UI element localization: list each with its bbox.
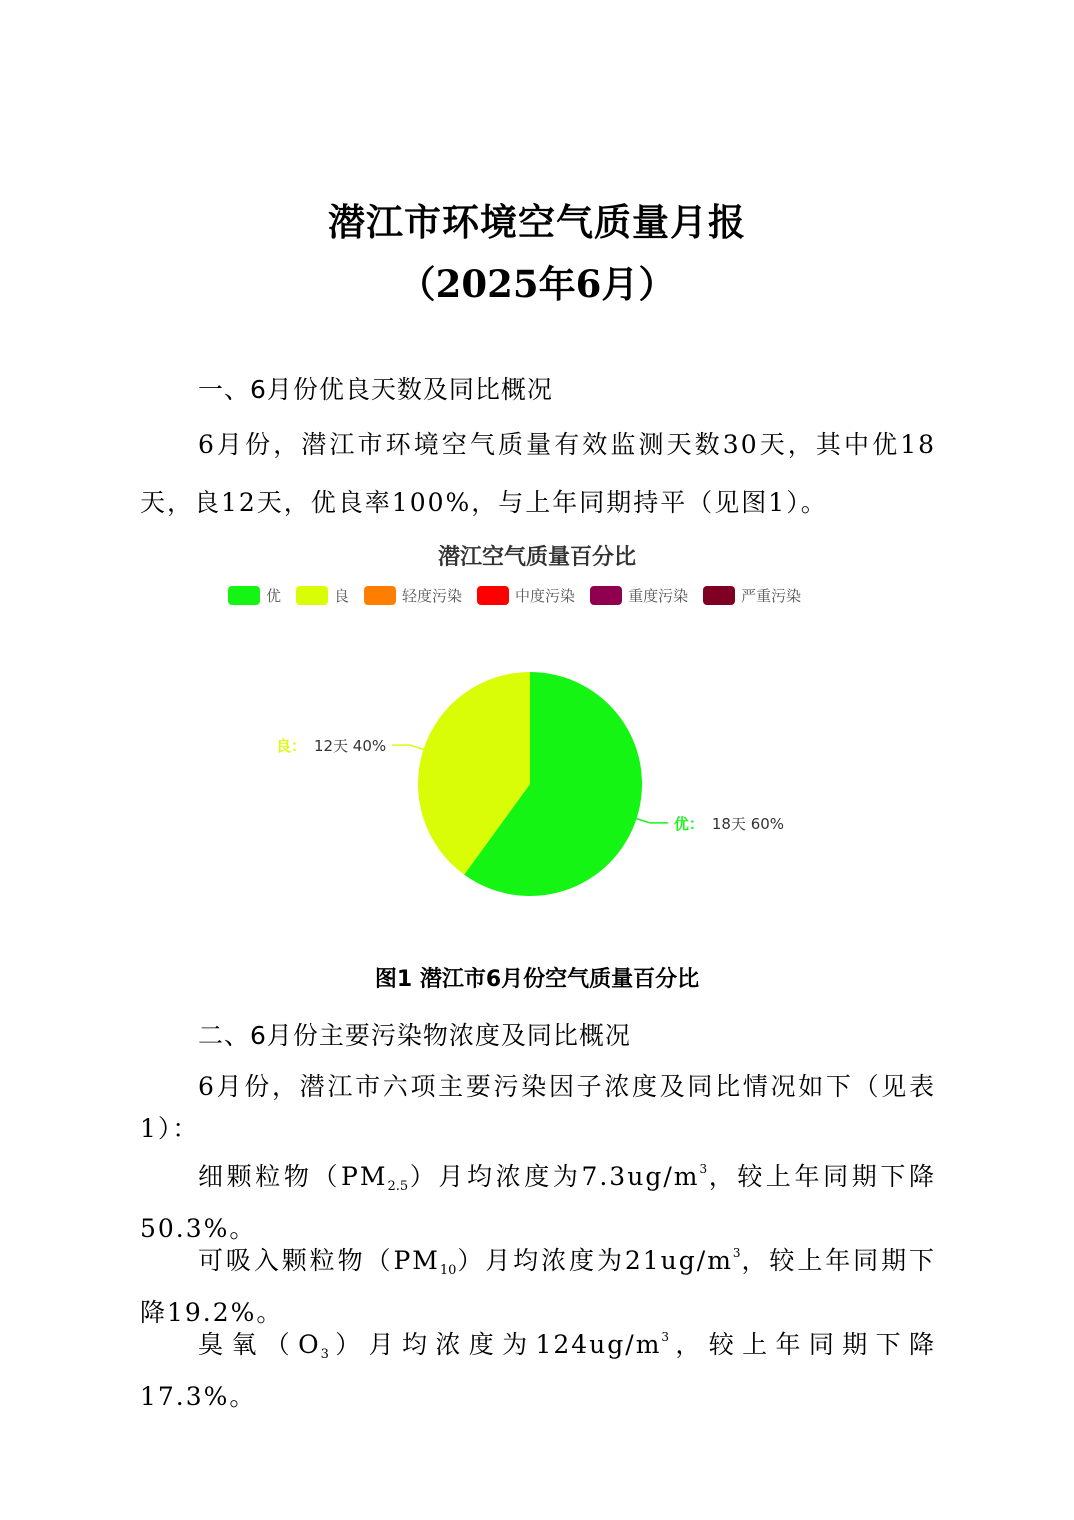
chart-legend[interactable] <box>228 585 801 606</box>
report-title: 潜江市环境空气质量月报 <box>328 200 746 244</box>
legend-item[interactable] <box>296 585 349 606</box>
legend-item[interactable] <box>477 585 575 606</box>
pie-leader-line-0 <box>637 819 668 823</box>
section1-paragraph: 6月份，潜江市环境空气质量有效监测天数30天，其中优18天，良12天，优良率100%，与上年同期持平（见图1）。 <box>140 430 936 517</box>
legend-label: 优 <box>266 587 282 605</box>
legend-label: 轻度污染 <box>402 587 463 605</box>
o3-paragraph: 臭氧$(O_3)$月均浓度为$124ug/m^3$，较上年同期下降17.3%。 <box>140 1330 937 1411</box>
pie-label-1: 良： 12天 40% <box>275 737 387 756</box>
legend-label: 严重污染 <box>741 587 802 605</box>
legend-label: 重度污染 <box>628 587 689 605</box>
legend-swatch <box>590 586 622 605</box>
legend-label: 良 <box>334 587 350 605</box>
pie-label-0: 优： 18天 60% <box>673 814 785 833</box>
legend-swatch <box>228 586 260 605</box>
figure-caption: 图1 潜江市6月份空气质量百分比 <box>374 967 700 992</box>
pm25-paragraph: 细颗粒物$(PM_{2.5})$月均浓度为$7.3ug/m^3$，较上年同期下降50.3%。 <box>140 1162 936 1243</box>
pie-leader-line-1 <box>392 745 423 749</box>
section2-intro: 6月份，潜江市六项主要污染因子浓度及同比情况如下（见表1）： <box>140 1072 936 1143</box>
pie-chart <box>240 640 860 940</box>
legend-item[interactable] <box>364 585 462 606</box>
legend-swatch <box>703 586 735 605</box>
pm10-paragraph: 可吸入颗粒物$(PM_{10})$月均浓度为$21ug/m^3$，较上年同期下降19.2%。 <box>140 1246 937 1327</box>
chart-title: 潜江空气质量百分比 <box>437 545 636 570</box>
legend-swatch <box>364 586 396 605</box>
legend-label: 中度污染 <box>515 587 576 605</box>
legend-item[interactable] <box>590 585 688 606</box>
section2-heading: 二、6月份主要污染物浓度及同比概况 <box>198 1021 631 1050</box>
section1-heading: 一、6月份优良天数及同比概况 <box>198 375 553 404</box>
report-subtitle: （2025年6月） <box>398 262 676 306</box>
legend-swatch <box>477 586 509 605</box>
legend-item[interactable] <box>228 585 281 606</box>
legend-item[interactable] <box>703 585 801 606</box>
legend-swatch <box>296 586 328 605</box>
